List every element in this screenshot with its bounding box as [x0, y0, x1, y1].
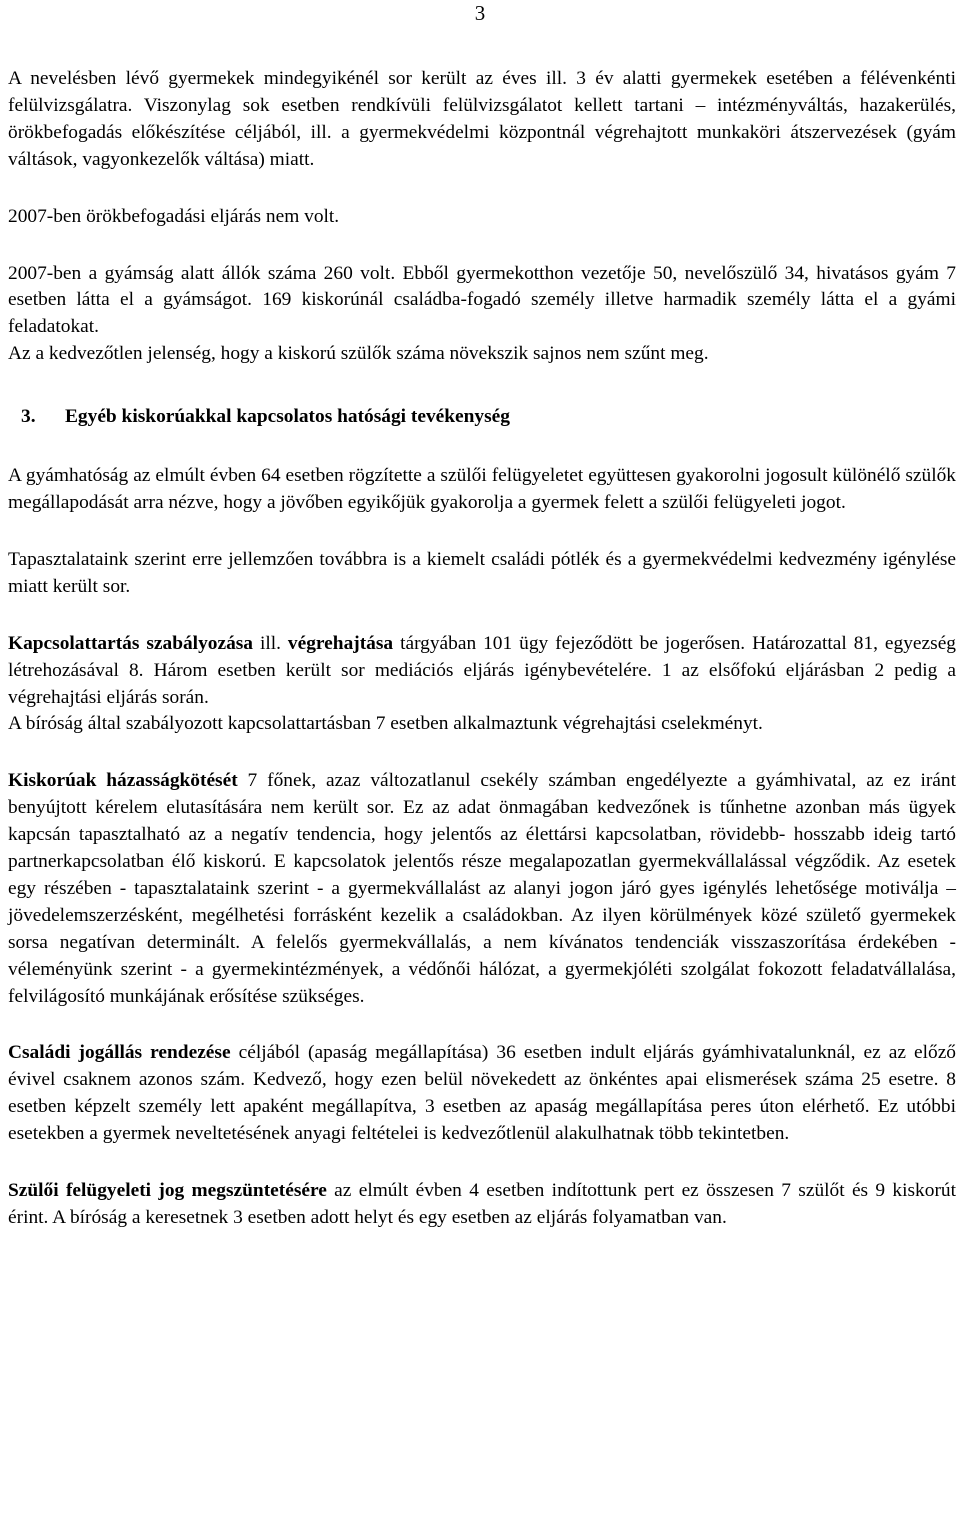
paragraph-review: A nevelésben lévő gyermekek mindegyikénél sor került az éves ill. 3 év alatti gyermekek esetében a félévenkénti felülvizsgálatra. Viszonylag sok esetben rendkívüli felülvizsgálatot kellett tartani – intézményváltás, hazakerülés, örökbefogadás előkészítése céljából, ill. a gyermekvédelmi központnál végrehajtott munkaköri átszervezések (gyám váltások, vagyonkezelők váltása) miatt. — [8, 68, 956, 170]
paragraph-minor-marriage: Kiskorúak házasságkötését 7 főnek, azaz változatlanul csekély számban engedélyezte a gyámhivatal, az ez iránt benyújtott kérelem elutasítására nem került sor. Ez az adat önmagában kedvezőnek is tűnhetne azonban más ügyek kapcsán tapasztalható az a negatív tendencia, hogy jelentős az élettársi kapcsolatban, rövidebb- hosszabb ideig tartó partnerkapcsolatban élő kiskorú. E kapcsolatok jelentős része megalapozatlan gyermekvállalással végződik. Az esetek egy részében - tapasztalataink szerint - a gyermekvállalást az alanyi jogon járó gyes igénylés lehetősége motiválja – jövedelemszerzésként, megélhetési forrásként kezelik a családokban. Az ilyen körülmények közé születő gyermekek sorsa negatívan determinált. A felelős gyermekvállalás, a nem kívánatos tendenciák visszaszorítása érdekében - véleményünk szerint - a gyermekintézmények, a védőnői hálózat, a gyermekjóléti szolgálat fokozott feladatvállalása, felvilágosító munkájának erősítése szükséges. — [8, 770, 956, 1007]
bold-contact: Kapcsolattartás szabályozása — [8, 632, 254, 654]
page-number: 3 — [474, 1, 486, 25]
paragraph-contact-regulation: Kapcsolattartás szabályozása ill. végrehajtása tárgyában 101 ügy fejeződött be jogerősen. Határozattal 81, egyezség létrehozásával 8. Három esetben került sor mediációs eljárás igénybevételére. 1 az elsőfokú eljárásban 2 pedig a végrehajtási eljárás során. — [8, 632, 956, 708]
paragraph-minor-parents: Az a kedvezőtlen jelenség, hogy a kiskorú szülők száma növekszik sajnos nem szűnt meg. — [8, 343, 709, 365]
paragraph-parental-rights: Szülői felügyeleti jog megszüntetésére az elmúlt évben 4 esetben indítottunk pert ez összesen 7 szülőt és 9 kiskorút érint. A bíróság a keresetnek 3 esetben adott helyt és egy esetben az eljárás folyamatban van. — [8, 1180, 956, 1228]
section-number: 3. — [21, 406, 36, 428]
paragraph-family-status: Családi jogállás rendezése céljából (apaság megállapítása) 36 esetben indult eljárás gyámhivatalunknál, ez az előző évivel csaknem azonos szám. Kedvező, hogy ezen belül növekedett az önkéntes apai elismerések száma 25 esetre. 8 esetben képzelt személy lett apaként megállapítva, 3 esetben az apaság megállapítása peres úton elérhető. Ez utóbbi esetekben a gyermek neveltetésének anyagi feltételei is kedvezőtlenül alakulhatnak több tekintetben. — [8, 1042, 957, 1145]
bold-enforcement: végrehajtása — [287, 632, 394, 654]
section-heading — [8, 404, 956, 431]
paragraph-family-allowance: Tapasztalataink szerint erre jellemzően továbbra is a kiemelt családi pótlék és a gyermekvédelmi kedvezmény igénylése miatt került sor. — [8, 548, 956, 597]
bold-family-status: Családi jogállás rendezése — [8, 1042, 231, 1064]
paragraph-adoption: 2007-ben örökbefogadási eljárás nem volt. — [8, 205, 340, 227]
paragraph-parental-agreement: A gyámhatóság az elmúlt évben 64 esetben rögzítette a szülői felügyeletet együttesen gyakorolni jogosult különélő szülők megállapodását arra nézve, hogy a jövőben egyikőjük gyakorolja a gyermek felett a szülői felügyeleti jogot. — [8, 465, 956, 513]
bold-parental-rights: Szülői felügyeleti jog megszüntetésére — [8, 1180, 327, 1202]
paragraph-court-contact: A bíróság által szabályozott kapcsolattartásban 7 esetben alkalmaztunk végrehajtási cselekményt. — [8, 713, 763, 735]
paragraph-guardianship: 2007-ben a gyámság alatt állók száma 260 volt. Ebből gyermekotthon vezetője 50, nevelőszülő 34, hivatásos gyám 7 esetben látta el a gyámságot. 169 kiskorúnál családba-fogadó személy illetve harmadik személy látta el a gyámi feladatokat. — [8, 262, 956, 338]
document-body — [8, 66, 956, 1232]
bold-minor-marriage: Kiskorúak házasságkötését — [8, 770, 238, 792]
section-title: Egyéb kiskorúakkal kapcsolatos hatósági tevékenység — [65, 406, 510, 428]
